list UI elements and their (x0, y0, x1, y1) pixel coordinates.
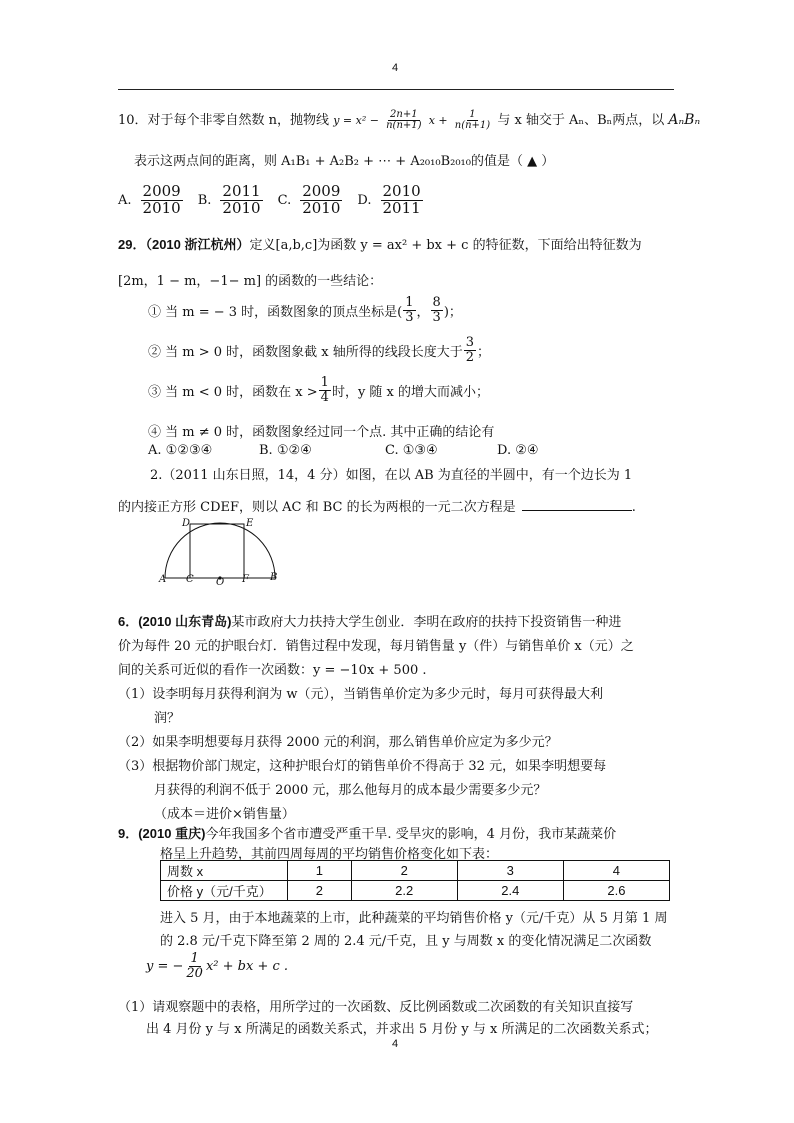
q2-line1: 2.（2011 山东日照，14，4 分）如图，在以 AB 为直径的半圆中，有一个边长为 1 (150, 468, 633, 483)
table-cell: 1 (288, 861, 352, 881)
table-cell: 4 (563, 861, 669, 881)
label-d: D (182, 518, 191, 529)
q6-line2: 价为每件 20 元的护眼台灯．销售过程中发现，每月销售量 y（件）与销售单价 x（元）之 (118, 639, 634, 654)
table-cell: 3 (457, 861, 563, 881)
q10-eq-x: x + (428, 114, 448, 127)
q9-part1a: （1）请观察题中的表格，用所学过的一次函数、反比例函数或二次函数的有关知识直接写 (118, 1000, 634, 1015)
q29-option-a: A. ①②③④ (148, 443, 213, 458)
q10-option-b: $\frac{2011}{2010}$ (222, 182, 261, 217)
q10-option-a: $\frac{2009}{2010}$ (142, 182, 181, 217)
table-cell: 2.2 (351, 881, 457, 901)
semicircle-arc (165, 523, 275, 578)
label-c: C (186, 574, 194, 585)
q9-line2: 格呈上升趋势，其前四周每周的平均销售价格变化如下表： (160, 847, 499, 862)
q9-line1: 9．(2010 重庆)今年我国多个省市遭受严重干旱. 受旱灾的影响，4 月份，我市某蔬菜价 (118, 826, 617, 842)
q9-line4: 的 2.8 元/千克下降至第 2 周的 2.4 元/千克，且 y 与周数 x 的变化情况满足二次函数 (160, 934, 652, 949)
q29-option-d: D. ②④ (497, 443, 539, 458)
q10-option-d: $\frac{2010}{2011}$ (382, 182, 421, 217)
q29-statement-2: ② 当 m > 0 时，函数图象截 x 轴所得的线段长度大于 $\frac{3}{2}$ ； (148, 335, 491, 365)
q29-option-b: B. ①②④ (259, 443, 312, 458)
q9-part1b: 出 4 月份 y 与 x 所满足的函数关系式，并求出 5 月份 y 与 x 所满足的二次函数关系式； (146, 1022, 658, 1037)
semicircle-figure (150, 512, 280, 592)
q29-options (148, 443, 588, 458)
label-f: F (242, 574, 249, 585)
q10-lead: 10．对于每个非零自然数 n，抛物线 (118, 113, 330, 128)
q10-line1 (118, 106, 700, 135)
q6-line1: 6．(2010 山东青岛)某市政府大力扶持大学生创业．李明在政府的扶持下投资销售一种进 (118, 614, 622, 630)
page-number-top: 4 (392, 62, 399, 74)
q6-part3c: （成本＝进价×销售量） (154, 807, 295, 822)
q10-tail: 与 x 轴交于 Aₙ、Bₙ两点，以 (497, 113, 665, 128)
q29-statement-4: ④ 当 m ≠ 0 时，函数图象经过同一个点. 其中正确的结论有 (148, 425, 495, 440)
q6-part1b: 润？ (154, 711, 181, 726)
q29-line2: [2m，1 − m，−1− m] 的函数的一些结论： (118, 274, 383, 289)
q10-anbn: AₙBₙ (668, 112, 701, 128)
q29-option-c: C. ①③④ (385, 443, 438, 458)
q10-option-c: $\frac{2009}{2010}$ (302, 182, 341, 217)
q29-tag: 29．（2010 浙江杭州） (118, 237, 250, 252)
label-a: A (159, 574, 167, 585)
table-cell: 2.4 (457, 881, 563, 901)
label-b: B (270, 572, 278, 583)
q29-statement-3: ③ 当 m < 0 时，函数在 x > $\frac{1}{4}$ 时，y 随 x 的增大而减小； (148, 375, 490, 405)
q29-line1: 29．（2010 浙江杭州）定义[a,b,c]为函数 y = ax² + bx + c 的特征数，下面给出特征数为 (118, 237, 642, 253)
table-cell: 2 (288, 881, 352, 901)
q29-statement-1: ① 当 m = − 3 时，函数图象的顶点坐标是( $\frac{1}{3}$ ， $\frac{8}{3}$ )； (148, 295, 462, 325)
square-cdef (190, 524, 244, 578)
q9-tag: 9．(2010 重庆) (118, 826, 206, 841)
label-o: O (216, 577, 225, 588)
table-cell: 2.6 (563, 881, 669, 901)
q10-frac2: $\frac{1}{n(n+1)}$ (454, 108, 491, 131)
price-table (160, 860, 670, 901)
table-header-price: 价格 y（元/千克） (161, 881, 288, 901)
q6-part3b: 月获得的利润不低于 2000 元，那么他每月的成本最少需要多少元？ (154, 783, 547, 798)
q9-equation: y = − $\frac{1}{20}$ x² + bx + c . (146, 951, 289, 981)
page-number-bottom: 4 (392, 1038, 399, 1050)
q10-frac1: $\frac{2n+1}{n(n+1)}$ (386, 108, 422, 131)
label-e: E (246, 518, 254, 529)
q9-line3: 进入 5 月，由于本地蔬菜的上市，此种蔬菜的平均销售价格 y（元/千克）从 5 月第 1 周 (160, 911, 668, 926)
q10-options: A. $\frac{2009}{2010}$ B. $\frac{2011}{2010}$ C. $\frac{2009}{2010}$ D. $\frac{2010}{2011}$ (118, 182, 421, 217)
table-cell: 2 (351, 861, 457, 881)
header-rule (118, 89, 674, 90)
q6-part3a: （3）根据物价部门规定，这种护眼台灯的销售单价不得高于 32 元，如果李明想要每 (118, 759, 607, 774)
table-row (161, 861, 670, 881)
q6-tag: 6．(2010 山东青岛) (118, 614, 232, 629)
q2-line2: 的内接正方形 CDEF，则以 AC 和 BC 的长为两根的一元二次方程是 . (118, 496, 636, 515)
q10-eq-y: y = x² − (333, 114, 379, 127)
q6-part1a: （1）设李明每月获得利润为 w（元），当销售单价定为多少元时，每月可获得最大利 (118, 687, 604, 702)
q2-answer-blank[interactable] (522, 497, 632, 511)
q10-line2: 表示这两点间的距离，则 A₁B₁ + A₂B₂ + ⋯ + A₂₀₁₀B₂₀₁₀的值是（ ▲ ） (134, 154, 555, 169)
q6-part2: （2）如果李明想要每月获得 2000 元的利润，那么销售单价应定为多少元？ (118, 735, 558, 750)
table-row (161, 881, 670, 901)
table-header-week: 周数 x (161, 861, 288, 881)
q6-line3: 间的关系可近似的看作一次函数：y = −10x + 500 . (118, 663, 427, 678)
